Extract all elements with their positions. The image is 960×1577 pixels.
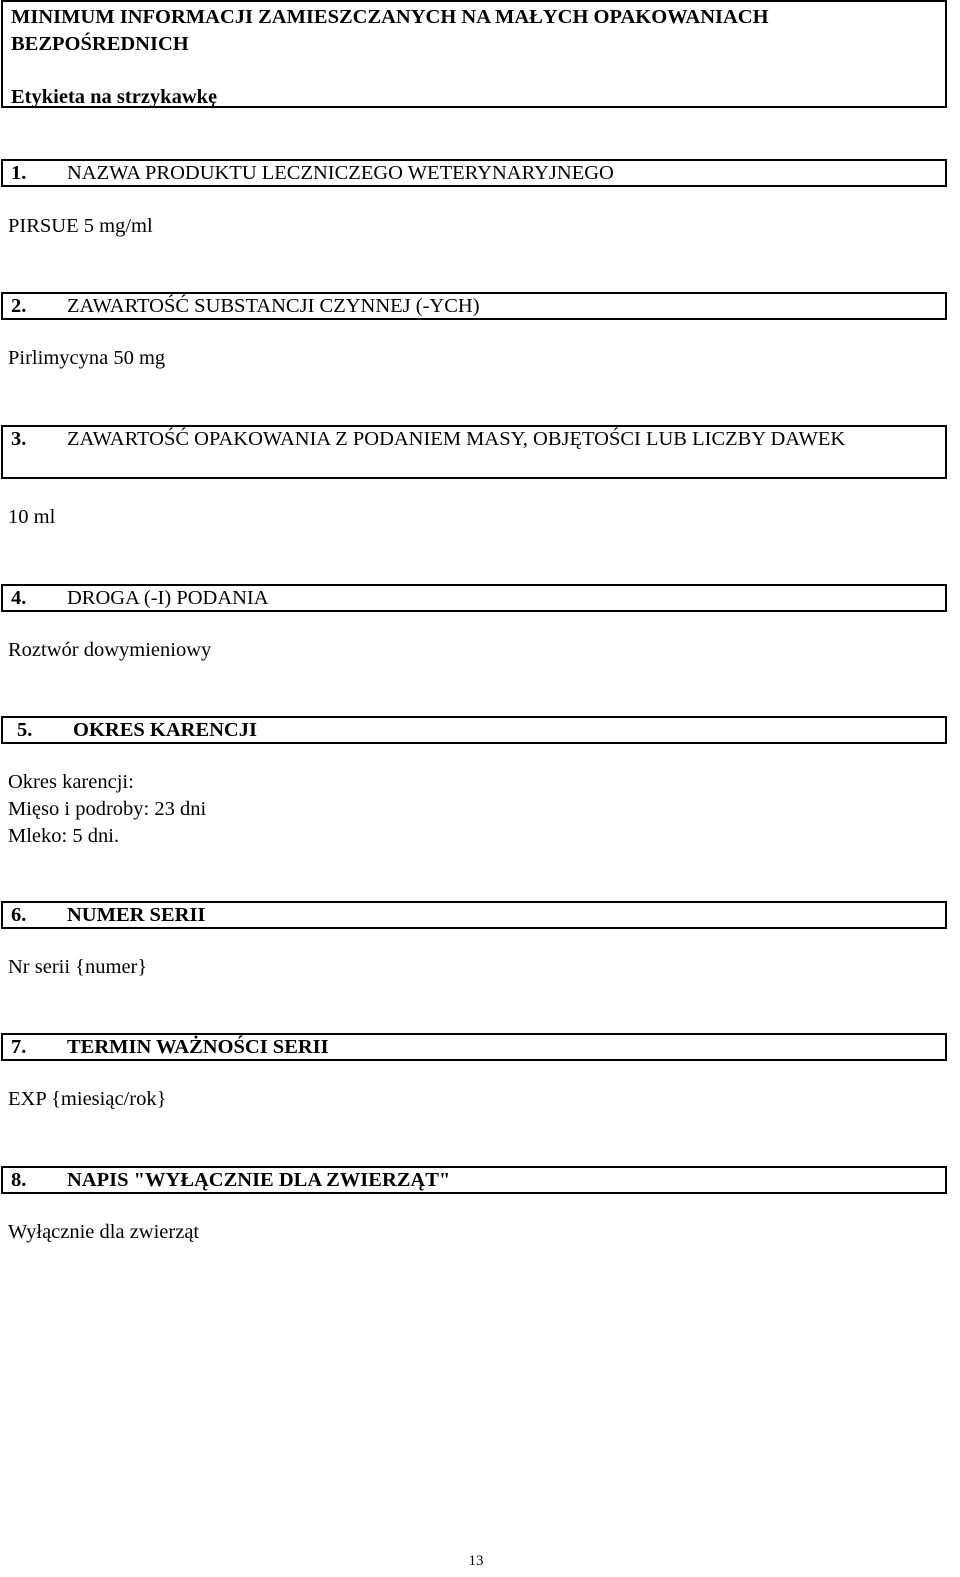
section-8-number: 8.: [11, 1169, 27, 1191]
section-8-content: [8, 1219, 199, 1246]
page-number: 13: [468, 1553, 484, 1569]
section-8-header: [1, 1166, 947, 1194]
section-1-line: PIRSUE 5 mg/ml: [8, 215, 153, 237]
section-2-content: [8, 345, 165, 372]
section-7-header: [1, 1033, 947, 1061]
section-6-number: 6.: [11, 904, 27, 926]
section-7-number: 7.: [11, 1036, 27, 1058]
section-3-line: 10 ml: [8, 506, 56, 528]
section-5-line: Okres karencji:: [8, 771, 134, 793]
section-4-line: Roztwór dowymieniowy: [8, 639, 212, 661]
section-7-content: [8, 1086, 166, 1113]
document-header-box: [1, 0, 947, 108]
section-3-content: [8, 504, 55, 531]
section-6-content: [8, 954, 147, 981]
section-7-line: EXP {miesiąc/rok}: [8, 1088, 167, 1110]
section-4-title: DROGA (-I) PODANIA: [67, 587, 269, 609]
section-3-title: ZAWARTOŚĆ OPAKOWANIA Z PODANIEM MASY, OBJĘTOŚCI LUB LICZBY DAWEK: [67, 428, 846, 450]
section-4-number: 4.: [11, 587, 27, 609]
section-4-header: [1, 584, 947, 612]
document-title: MINIMUM INFORMACJI ZAMIESZCZANYCH NA MAŁYCH OPAKOWANIACH BEZPOŚREDNICH: [11, 6, 769, 55]
section-1-number: 1.: [11, 162, 27, 184]
section-1-content: [8, 213, 153, 240]
section-5-number: 5.: [17, 719, 33, 741]
section-4-content: [8, 637, 211, 664]
section-2-title: ZAWARTOŚĆ SUBSTANCJI CZYNNEJ (-YCH): [67, 295, 480, 317]
section-5-line: Mleko: 5 dni.: [8, 825, 120, 847]
section-5-line: Mięso i podroby: 23 dni: [8, 798, 207, 820]
section-5-title: OKRES KARENCJI: [73, 719, 257, 741]
section-5-content: [8, 769, 206, 850]
section-6-header: [1, 901, 947, 929]
section-6-title: NUMER SERII: [67, 904, 206, 926]
section-2-line: Pirlimycyna 50 mg: [8, 347, 166, 369]
section-1-header: [1, 159, 947, 187]
section-8-title: NAPIS "WYŁĄCZNIE DLA ZWIERZĄT": [67, 1169, 451, 1191]
section-3-header: [1, 425, 947, 479]
section-2-header: [1, 292, 947, 320]
section-6-line: Nr serii {numer}: [8, 956, 148, 978]
section-3-number: 3.: [11, 428, 27, 450]
section-5-header: [1, 716, 947, 744]
label-subtitle: Etykieta na strzykawkę: [11, 86, 218, 108]
section-7-title: TERMIN WAŻNOŚCI SERII: [67, 1036, 329, 1058]
section-8-line: Wyłącznie dla zwierząt: [8, 1221, 200, 1243]
section-2-number: 2.: [11, 295, 27, 317]
section-1-title: NAZWA PRODUKTU LECZNICZEGO WETERYNARYJNEGO: [67, 162, 614, 184]
